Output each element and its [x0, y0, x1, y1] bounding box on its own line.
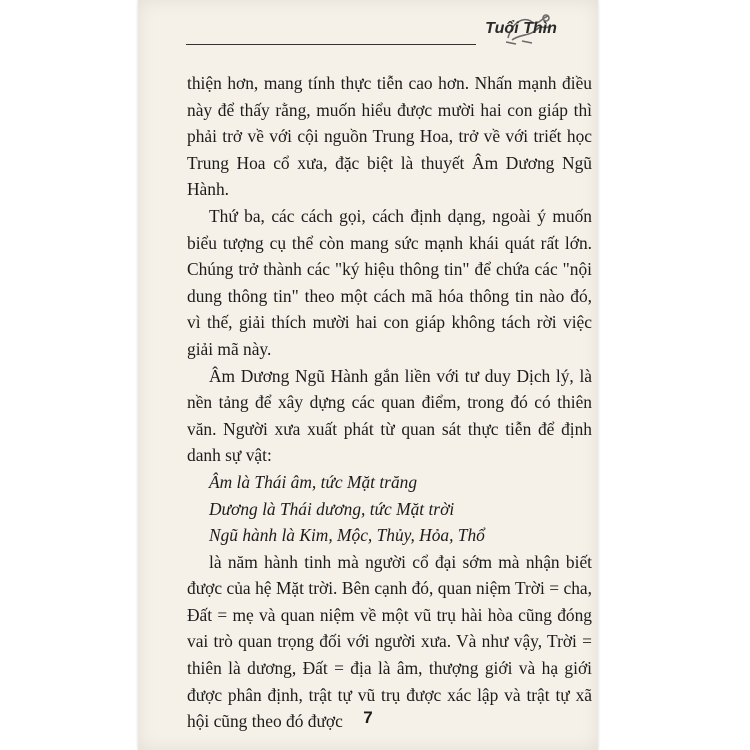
- header-rule: [186, 44, 476, 45]
- body-text: [187, 70, 592, 735]
- verse-line-3: Ngũ hành là Kim, Mộc, Thủy, Hỏa, Thổ: [209, 525, 485, 546]
- running-header-title: Tuổi Thìn: [485, 20, 557, 37]
- paragraph-4: là năm hành tinh mà người cổ đại sớm mà nhận biết được của hệ Mặt trời. Bên cạnh đó, quan niệm Trời = cha, Đất = mẹ và quan niệm về một vũ trụ hài hòa cũng đóng vai trò quan trọng đối với người xưa. Và như vậy, Trời = thiên là dương, Đất = địa là âm, thượng giới và hạ giới được phân định, trật tự vũ trụ được xác lập và trật tự xã hội cũng theo đó được: [187, 551, 592, 732]
- verse-line-2: Dương là Thái dương, tức Mặt trời: [209, 498, 455, 519]
- paragraph-3: Âm Dương Ngũ Hành gắn liền với tư duy Dịch lý, là nền tảng để xây dựng các quan điểm, trong đó có thiên văn. Người xưa xuất phát từ quan sát thực tiễn để định danh sự vật:: [187, 365, 592, 466]
- book-page: [138, 0, 598, 750]
- paragraph-1: thiện hơn, mang tính thực tiễn cao hơn. Nhấn mạnh điều này để thấy rằng, muốn hiểu được mười hai con giáp thì phải trở về với cội nguồn Trung Hoa, trở về với triết học Trung Hoa cổ xưa, đặc biệt là thuyết Âm Dương Ngũ Hành.: [187, 73, 592, 200]
- verse-line-1: Âm là Thái âm, tức Mặt trăng: [209, 471, 418, 492]
- paragraph-2: Thứ ba, các cách gọi, cách định dạng, ngoài ý muốn biểu tượng cụ thể còn mang sức mạnh khái quát rất lớn. Chúng trở thành các "ký hiệu thông tin" để chứa các "nội dung thông tin" theo một cách mã hóa thông tin nào đó, vì thế, giải thích mười hai con giáp không tách rời việc giải mã này.: [187, 205, 592, 359]
- page-number: 7: [363, 708, 373, 727]
